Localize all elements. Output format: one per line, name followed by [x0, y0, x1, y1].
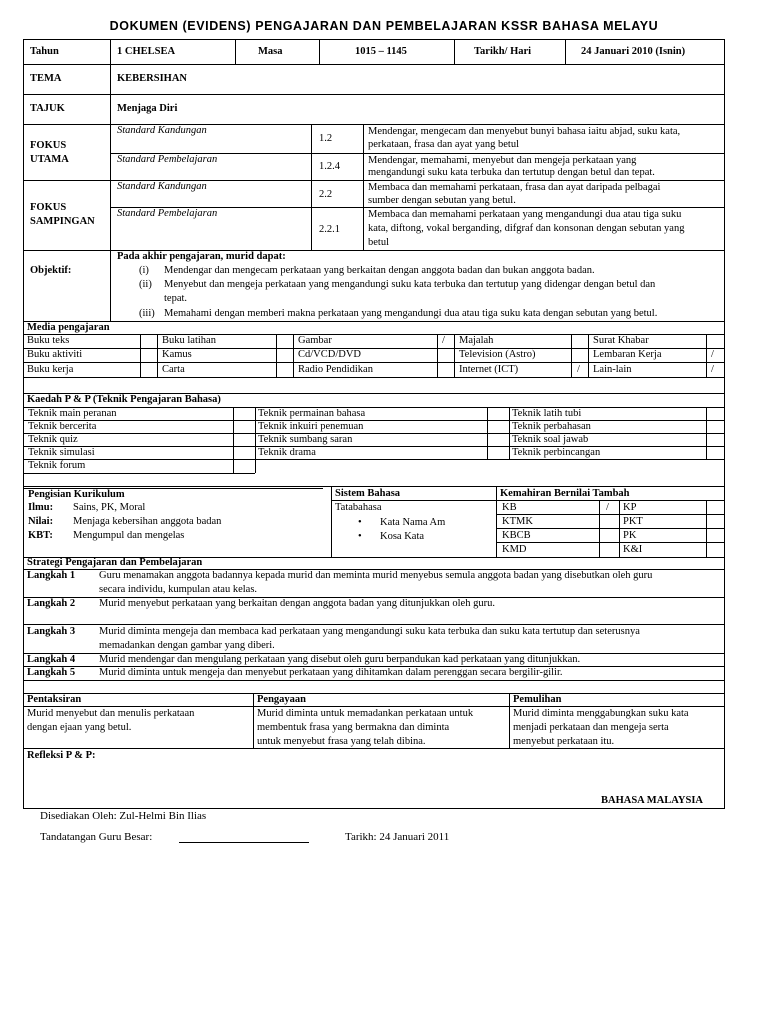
sistem-bahasa-sub: Tatabahasa — [335, 502, 382, 513]
media-item: Internet (ICT) — [459, 364, 519, 375]
kemahiran-item: KB — [502, 502, 517, 513]
fs-sp-text-2: kata, diftong, vokal berganding, difgraf dan konsonan dengan sebutan yang — [368, 223, 685, 234]
sistem-bahasa-item: Kosa Kata — [380, 531, 425, 542]
fu-sk-label: Standard Kandungan — [117, 125, 207, 136]
pengayaan-text: untuk menyebut frasa yang telah dibina. — [257, 736, 426, 747]
kemahiran-heading: Kemahiran Bernilai Tambah — [500, 488, 630, 499]
nilai-label: Nilai: — [28, 516, 54, 527]
media-check: / — [711, 364, 714, 375]
media-item: Buku teks — [27, 335, 70, 346]
media-item: Lembaran Kerja — [593, 349, 662, 360]
kbt-label: KBT: — [28, 530, 53, 541]
media-heading: Media pengajaran — [27, 322, 110, 333]
pengayaan-text: Murid diminta untuk memadankan perkataan untuk — [257, 708, 474, 719]
media-item: Cd/VCD/DVD — [298, 349, 362, 360]
objektif-num-1: (i) — [139, 265, 149, 276]
fu-sp-label: Standard Pembelajaran — [117, 154, 218, 165]
media-item: Surat Khabar — [593, 335, 649, 346]
fu-sk-text: Mendengar, mengecam dan menyebut bunyi bahasa iaitu abjad, suku kata, — [368, 126, 681, 137]
ilmu-value: Sains, PK, Moral — [73, 502, 146, 513]
fu-sp-text: Mendengar, memahami, menyebut dan mengeja perkataan yang — [368, 155, 637, 166]
fs-sk-label: Standard Kandungan — [117, 181, 207, 192]
objektif-label: Objektif: — [30, 265, 72, 276]
kemahiran-item: KTMK — [502, 516, 533, 527]
pemulihan-text: Murid diminta menggabungkan suku kata — [513, 708, 689, 719]
objektif-text-3: Memahami dengan memberi makna perkataan yang mengandungi dua atau tiga suku kata dengan sebutan yang betul. — [164, 308, 658, 319]
fokus-sampingan-label-2: SAMPINGAN — [30, 216, 95, 227]
kemahiran-item: KBCB — [502, 530, 531, 541]
kaedah-item: Teknik permainan bahasa — [258, 408, 366, 419]
langkah-label: Langkah 2 — [27, 598, 76, 609]
objektif-text-2b: tepat. — [164, 293, 188, 304]
langkah-label: Langkah 1 — [27, 570, 76, 581]
pentaksiran-heading: Pentaksiran — [27, 694, 82, 705]
media-item: Kamus — [162, 349, 192, 360]
pemulihan-text: menjadi perkataan dan mengeja serta — [513, 722, 669, 733]
fs-sk-text: Membaca dan memahami perkataan, frasa dan ayat daripada pelbagai — [368, 182, 661, 193]
langkah-text: Murid diminta mengeja dan membaca kad perkataan yang mengandungi suku kata terbuka dan suku kata tertutup dan seterusnya — [99, 626, 640, 637]
langkah-label: Langkah 5 — [27, 667, 76, 678]
fu-sk-text-2: perkataan, frasa dan ayat yang betul — [368, 139, 520, 150]
kaedah-item: Teknik perbincangan — [512, 447, 601, 458]
tahun-label: Tahun — [30, 46, 59, 57]
fs-sp-code: 2.2.1 — [319, 224, 340, 235]
footer-tarikh: Tarikh: 24 Januari 2011 — [345, 831, 450, 843]
signature-line — [179, 842, 309, 843]
fs-sk-text-2: sumber dengan sebutan yang betul. — [368, 195, 516, 206]
objektif-num-3: (iii) — [139, 308, 155, 319]
objektif-intro: Pada akhir pengajaran, murid dapat: — [117, 251, 286, 262]
kaedah-item: Teknik sumbang saran — [258, 434, 353, 445]
media-check: / — [442, 335, 445, 346]
kaedah-item: Teknik latih tubi — [512, 408, 582, 419]
tema-label: TEMA — [30, 73, 62, 84]
fokus-sampingan-label: FOKUS — [30, 202, 67, 213]
langkah-text: Murid menyebut perkataan yang berkaitan dengan anggota badan yang ditunjukkan oleh guru. — [99, 598, 495, 609]
kaedah-item: Teknik forum — [28, 460, 86, 471]
tarikh-label: Tarikh/ Hari — [474, 46, 532, 57]
media-item: Buku latihan — [162, 335, 216, 346]
nilai-value: Menjaga kebersihan anggota badan — [73, 516, 222, 527]
kemahiran-item: KP — [623, 502, 637, 513]
strategi-heading: Strategi Pengajaran dan Pembelajaran — [27, 557, 203, 568]
pengayaan-heading: Pengayaan — [257, 694, 307, 705]
objektif-num-2: (ii) — [139, 279, 152, 290]
pengayaan-text: membentuk frasa yang bermakna dan diminta — [257, 722, 450, 733]
sistem-bahasa-heading: Sistem Bahasa — [335, 488, 401, 499]
langkah-text: secara individu, kumpulan atau kelas. — [99, 584, 258, 595]
fu-sp-code: 1.2.4 — [319, 161, 340, 172]
kaedah-item: Teknik drama — [258, 447, 316, 458]
pemulihan-text: menyebut perkataan itu. — [513, 736, 615, 747]
pentaksiran-text: dengan ejaan yang betul. — [27, 722, 132, 733]
document-title: DOKUMEN (EVIDENS) PENGAJARAN DAN PEMBELAJARAN KSSR BAHASA MELAYU — [109, 19, 659, 33]
kaedah-item: Teknik quiz — [28, 434, 78, 445]
fs-sk-code: 2.2 — [319, 189, 333, 200]
kaedah-item: Teknik perbahasan — [512, 421, 591, 432]
kaedah-item: Teknik bercerita — [28, 421, 97, 432]
kaedah-item: Teknik main peranan — [28, 408, 117, 419]
kaedah-item: Teknik inkuiri penemuan — [258, 421, 364, 432]
kemahiran-item: PKT — [623, 516, 643, 527]
masa-label: Masa — [258, 46, 283, 57]
kemahiran-check: / — [606, 502, 609, 513]
media-check: / — [711, 349, 714, 360]
langkah-label: Langkah 4 — [27, 654, 76, 665]
kaedah-item: Teknik simulasi — [28, 447, 95, 458]
fokus-utama-label: FOKUS — [30, 140, 67, 151]
tandatangan-label: Tandatangan Guru Besar: — [40, 831, 153, 843]
kemahiran-item: PK — [623, 530, 637, 541]
kaedah-item: Teknik soal jawab — [512, 434, 589, 445]
kaedah-heading: Kaedah P & P (Teknik Pengajaran Bahasa) — [27, 394, 221, 405]
fu-sk-code: 1.2 — [319, 133, 333, 144]
fokus-utama-label-2: UTAMA — [30, 154, 69, 165]
sistem-bahasa-item: Kata Nama Am — [380, 517, 446, 528]
fs-sp-label: Standard Pembelajaran — [117, 208, 218, 219]
media-item: Television (Astro) — [459, 349, 536, 360]
langkah-text: memadankan dengan gambar yang diberi. — [99, 640, 275, 651]
fs-sp-text: Membaca dan memahami perkataan yang mengandungi dua atau tiga suku — [368, 209, 682, 220]
pemulihan-heading: Pemulihan — [513, 694, 562, 705]
kbt-value: Mengumpul dan mengelas — [73, 530, 185, 541]
media-item: Lain-lain — [593, 364, 632, 375]
objektif-text-1: Mendengar dan mengecam perkataan yang berkaitan dengan anggota badan dan bukan anggota badan. — [164, 265, 595, 276]
kemahiran-item: K&I — [623, 544, 643, 555]
langkah-text: Guru menamakan anggota badannya kepada murid dan meminta murid menyebus semula anggota badan yang disebutkan oleh guru — [99, 570, 653, 581]
media-item: Carta — [162, 364, 185, 375]
langkah-label: Langkah 3 — [27, 626, 76, 637]
kemahiran-item: KMD — [502, 544, 527, 555]
media-item: Buku kerja — [27, 364, 74, 375]
fs-sp-text-3: betul — [368, 237, 389, 248]
objektif-text-2: Menyebut dan mengeja perkataan yang mengandungi suku kata terbuka dan tertutup yang didengar dengan betul dan — [164, 279, 656, 290]
pengisian-heading: Pengisian Kurikulum — [28, 489, 125, 500]
langkah-text: Murid diminta untuk mengeja dan menyebut perkataan yang dihitamkan dalam perenggan secara bergilir-gilir. — [99, 667, 563, 678]
subject-label: BAHASA MALAYSIA — [601, 795, 704, 806]
disediakan-oleh: Disediakan Oleh: Zul-Helmi Bin Ilias — [40, 810, 207, 822]
tahun-value: 1 CHELSEA — [117, 46, 176, 57]
tajuk-label: TAJUK — [30, 103, 65, 114]
langkah-text: Murid mendengar dan mengulang perkataan yang disebut oleh guru berpandukan kad perkataan yang ditunjukkan. — [99, 654, 581, 665]
pentaksiran-text: Murid menyebut dan menulis perkataan — [27, 708, 195, 719]
ilmu-label: Ilmu: — [28, 502, 54, 513]
refleksi-label: Refleksi P & P: — [27, 750, 96, 761]
media-item: Majalah — [459, 335, 494, 346]
tema-value: KEBERSIHAN — [117, 73, 188, 84]
media-item: Radio Pendidikan — [298, 364, 373, 375]
tajuk-value: Menjaga Diri — [117, 103, 178, 114]
media-check: / — [577, 364, 580, 375]
fu-sp-text-2: mengandungi suku kata terbuka dan tertutup dengan betul dan tepat. — [368, 167, 655, 178]
tarikh-value: 24 Januari 2010 (Isnin) — [581, 46, 686, 57]
media-item: Buku aktiviti — [27, 349, 83, 360]
masa-value: 1015 – 1145 — [355, 46, 407, 57]
media-item: Gambar — [298, 335, 332, 346]
